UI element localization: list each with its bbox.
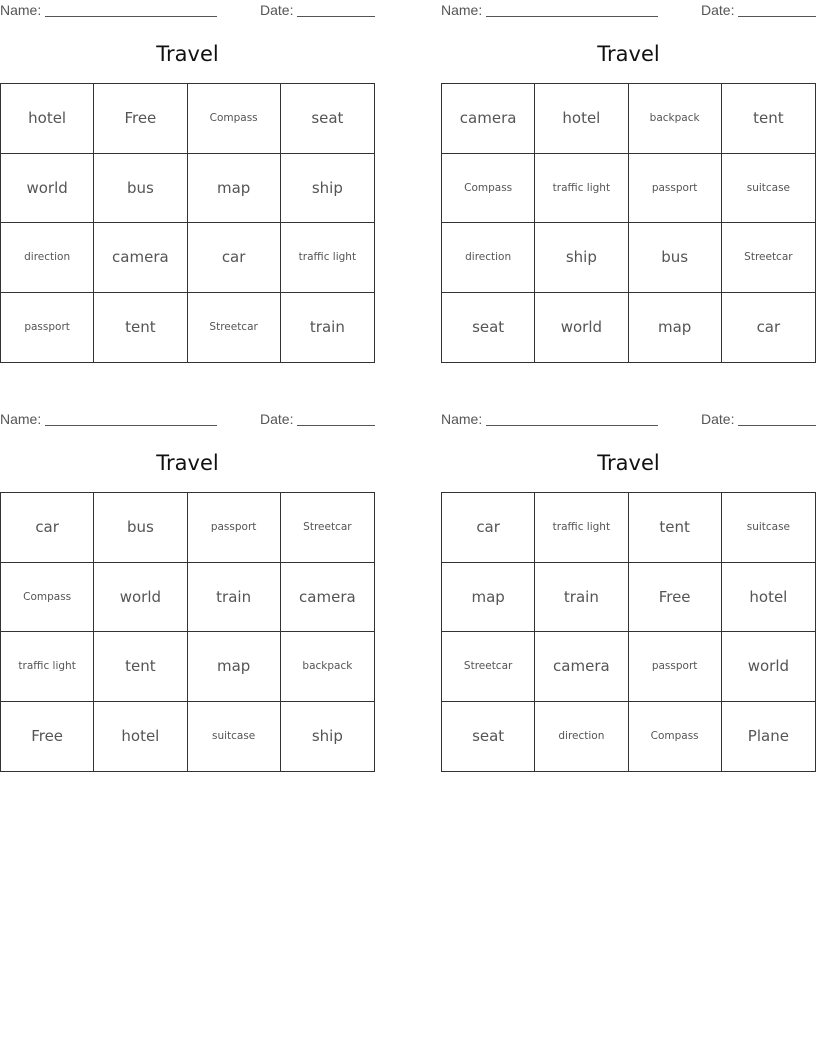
bingo-cell: car [188, 223, 281, 293]
name-blank-line [486, 425, 658, 426]
name-date-row [0, 2, 375, 20]
bingo-cell: map [188, 632, 281, 702]
bingo-cell: world [722, 632, 815, 702]
bingo-cell: seat [281, 84, 374, 154]
name-label: Name: [0, 2, 42, 18]
bingo-cell: map [188, 154, 281, 224]
bingo-cell: ship [535, 223, 628, 293]
name-date-row [0, 411, 375, 429]
bingo-cell: train [309, 318, 345, 337]
bingo-cell: camera [535, 632, 628, 702]
bingo-cell: bus [94, 154, 187, 224]
bingo-card [441, 409, 816, 774]
bingo-cell: car [756, 318, 781, 337]
bingo-cell: traffic light [281, 223, 374, 293]
bingo-cell: passport [629, 154, 722, 224]
bingo-cell: traffic light [1, 632, 94, 702]
name-blank-line [45, 425, 217, 426]
bingo-cell: Compass [188, 84, 281, 154]
bingo-card [0, 409, 375, 774]
name-label: Name: [441, 2, 483, 18]
name-date-row [441, 2, 816, 20]
bingo-cell: passport [1, 293, 94, 363]
bingo-cell: map [442, 563, 535, 633]
card-title: Travel [156, 451, 219, 475]
bingo-cell: train [535, 563, 628, 633]
bingo-cell: tent [722, 84, 815, 154]
bingo-cell: tent [94, 293, 187, 363]
bingo-cell: world [535, 293, 628, 363]
bingo-cell: hotel [94, 702, 187, 772]
bingo-cell: direction [442, 223, 535, 293]
bingo-cell: seat [442, 293, 535, 363]
bingo-cell: camera [94, 223, 187, 293]
bingo-cell: bus [94, 493, 187, 563]
bingo-grid [441, 492, 816, 772]
bingo-cell: ship [311, 727, 343, 746]
bingo-cell: train [188, 563, 281, 633]
name-blank-line [45, 16, 217, 17]
bingo-cell: hotel [535, 84, 628, 154]
bingo-cell: traffic light [535, 154, 628, 224]
card-title: Travel [597, 42, 660, 66]
bingo-cell: world [94, 563, 187, 633]
bingo-cell: map [629, 293, 722, 363]
bingo-card [441, 0, 816, 365]
bingo-cell: traffic light [535, 493, 628, 563]
bingo-cell: tent [629, 493, 722, 563]
bingo-cell: car [1, 493, 94, 563]
bingo-cell: hotel [722, 563, 815, 633]
date-label: Date: [701, 411, 735, 427]
bingo-cell: passport [188, 493, 281, 563]
bingo-cell: direction [535, 702, 628, 772]
bingo-cell: Streetcar [722, 223, 815, 293]
date-blank-line [738, 16, 816, 17]
bingo-cell: suitcase [722, 154, 815, 224]
card-title: Travel [156, 42, 219, 66]
bingo-cell: Streetcar [188, 293, 281, 363]
name-label: Name: [441, 411, 483, 427]
bingo-cell: tent [94, 632, 187, 702]
bingo-cell: backpack [281, 632, 374, 702]
bingo-cell: hotel [1, 84, 94, 154]
date-label: Date: [260, 411, 294, 427]
date-blank-line [738, 425, 816, 426]
name-date-row [441, 411, 816, 429]
date-label: Date: [260, 2, 294, 18]
bingo-cell: Compass [442, 154, 535, 224]
date-label: Date: [701, 2, 735, 18]
bingo-cell: Streetcar [442, 632, 535, 702]
bingo-cell: Compass [1, 563, 94, 633]
name-label: Name: [0, 411, 42, 427]
bingo-cell: Free [94, 84, 187, 154]
bingo-cell: Compass [629, 702, 722, 772]
bingo-cell: Streetcar [281, 493, 374, 563]
bingo-cell: camera [442, 84, 535, 154]
bingo-grid [441, 83, 816, 363]
bingo-cell: world [1, 154, 94, 224]
bingo-cell: suitcase [722, 493, 815, 563]
bingo-cell: seat [442, 702, 535, 772]
bingo-cell: Plane [747, 727, 789, 746]
bingo-grid [0, 83, 375, 363]
bingo-cell: car [442, 493, 535, 563]
bingo-cell: direction [1, 223, 94, 293]
bingo-cell: ship [281, 154, 374, 224]
date-blank-line [297, 16, 375, 17]
bingo-cell: bus [629, 223, 722, 293]
name-blank-line [486, 16, 658, 17]
bingo-cell: backpack [629, 84, 722, 154]
bingo-cell: Free [629, 563, 722, 633]
bingo-cell: Free [1, 702, 94, 772]
date-blank-line [297, 425, 375, 426]
bingo-cell: camera [281, 563, 374, 633]
card-title: Travel [597, 451, 660, 475]
bingo-cell: passport [629, 632, 722, 702]
bingo-grid [0, 492, 375, 772]
bingo-card [0, 0, 375, 365]
bingo-cell: suitcase [188, 702, 281, 772]
